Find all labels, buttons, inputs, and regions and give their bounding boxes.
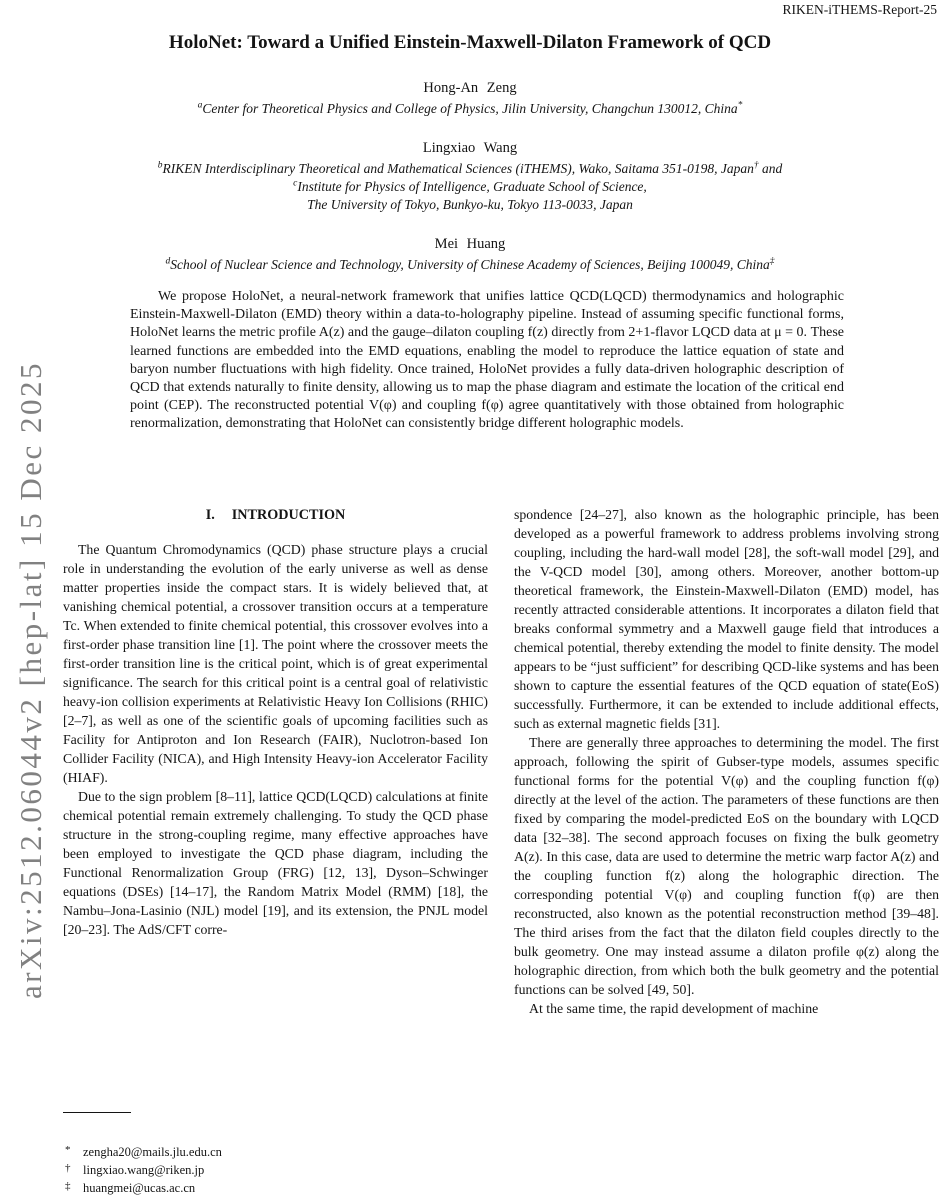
affiliation-line: [60, 256, 880, 274]
author-block: [60, 236, 880, 274]
body-paragraph: At the same time, the rapid development of machine: [529, 1001, 819, 1016]
author-name: Hong-An Zeng: [423, 80, 517, 96]
footnote-ref: ‡: [769, 256, 775, 267]
author-name: Mei Huang: [434, 236, 506, 252]
affiliation-line: [60, 178, 880, 196]
column-right: [514, 505, 939, 1200]
body-paragraph: The Quantum Chromodynamics (QCD) phase structure plays a crucial role in understanding the evolution of the early universe as well as dense matter properties inside the compact stars. It is widely believed that, at vanishing chemical potential, a crossover transition occurs at a temperature Tc. When extended to finite chemical potential, this crossover evolves into a first-order phase transition line [1]. The point where the crossover meets the first-order transition line is the critical point, which is of great experimental significance. The search for this critical point is a central goal of relativistic heavy-ion collision experiments at Relativistic Heavy Ion Collisions (RHIC) [2–7], as well as one of the scientific goals of upcoming facilities such as Facility for Antiproton and Ion Research (FAIR), Nuclotron-based Ion Collider Facility (NICA), and High Intensity Heavy-ion Accelerator Facility (HIAF).: [63, 542, 488, 785]
body-paragraph: Due to the sign problem [8–11], lattice QCD(LQCD) calculations at finite chemical potential remain extremely challenging. To study the QCD phase structure in the strong-coupling regime, many effective approaches have been employed to investigate the QCD phase diagram, including the Functional Renormalization Group (FRG) [12, 13], Dyson–Schwinger equations (DSEs) [14–17], the Random Matrix Model (RMM) [18], the Nambu–Jona-Lasinio (NJL) model [19], and its extension, the PNJL model [20–23]. The AdS/CFT corre-: [63, 789, 488, 937]
footnote-ref: *: [737, 100, 743, 111]
affiliation-line: [60, 100, 880, 118]
affiliation-text: The University of Tokyo, Bunkyo-ku, Tokyo 113-0033, Japan: [307, 197, 633, 212]
report-number: RIKEN-iTHEMS-Report-25: [782, 2, 937, 17]
footnote: [63, 1179, 488, 1197]
footnote-list: [63, 1143, 488, 1197]
footnote: [63, 1143, 488, 1161]
affiliation-text: RIKEN Interdisciplinary Theoretical and Mathematical Sciences (iTHEMS), Wako, Saitama 351-0198, Japan: [162, 161, 754, 176]
author-block: [60, 80, 880, 118]
affiliation-text: School of Nuclear Science and Technology, University of Chinese Academy of Sciences, Beijing 100049, China: [170, 257, 770, 272]
footnote-divider: [63, 1112, 131, 1113]
body-paragraph: spondence [24–27], also known as the holographic principle, has been developed as a powerful framework to address problems involving strong coupling, including the hard-wall model [28], the soft-wall model [29], and the V-QCD model [30], among others. Moreover, another bottom-up theoretical framework, the Einstein-Maxwell-Dilaton (EMD) model, has recently attracted considerable attentions. It incorporates a dilaton field that breaks conformal symmetry and a Maxwell gauge field that introduces a chemical potential, thereby extending the model to finite density. The model appears to be “just sufficient” for describing QCD-like systems and has been shown to capture the essential features of the QCD equation of state(EoS) successfully. Furthermore, it can be extended to include additional effects, such as external magnetic fields [31].: [514, 507, 939, 731]
affiliation-line: [60, 196, 880, 214]
footnote-block: [63, 1112, 488, 1197]
author-name: Lingxiao Wang: [422, 140, 518, 156]
author-block: [60, 140, 880, 214]
arxiv-watermark: arXiv:2512.06044v2 [hep-lat] 15 Dec 2025: [13, 360, 48, 1000]
column-left: [63, 505, 488, 1105]
section-heading: [63, 506, 488, 525]
footnote: [63, 1161, 488, 1179]
section-number: I.: [205, 507, 215, 523]
body-paragraph: There are generally three approaches to determining the model. The first approach, following the spirit of Gubser-type models, assumes specific functional forms for the potential V(φ) and the coupling function f(φ) directly at the level of the action. The parameters of these functions are then fixed by comparing the model-predicted EoS on the boundary with LQCD data [32–38]. The second approach focuses on fixing the bulk geometry A(z). In this case, data are used to determine the metric warp factor A(z) and the coupling function f(z) along the holographic direction. The corresponding potential V(φ) and coupling function f(φ) are then reconstructed, also known as the potential reconstruction method [39–48]. The third arises from the fact that the dilaton field couples directly to the bulk geometry. One may instead assume a dilaton profile φ(z) along the holographic direction, from which both the bulk geometry and the potential functions can be solved [49, 50].: [514, 735, 939, 997]
affiliation-text: Center for Theoretical Physics and College of Physics, Jilin University, Changchun 130012, China: [202, 101, 738, 116]
footnote-marker: ‡: [65, 1180, 71, 1192]
abstract: We propose HoloNet, a neural-network framework that unifies lattice QCD(LQCD) thermodynamics and holographic Einstein-Maxwell-Dilaton (EMD) theory within a data-to-holography pipeline. Instead of assuming specific functional forms, HoloNet learns the metric profile A(z) and the gauge–dilaton coupling f(z) directly from 2+1-flavor LQCD data at μ = 0. These learned functions are embedded into the EMD equations, enabling the model to reproduce the lattice equation of state and baryon number fluctuations with high fidelity. Once trained, HoloNet provides a fully data-driven holographic description of QCD that extends naturally to finite density, allowing us to map the phase diagram and estimate the location of the critical end point (CEP). The reconstructed potential V(φ) and coupling f(φ) agree quantitatively with those obtained from holographic renormalization, demonstrating that HoloNet can consistently bridge different holographic models.: [130, 289, 844, 432]
footnote-ref: †: [753, 160, 759, 171]
footnote-email[interactable]: lingxiao.wang@riken.jp: [83, 1163, 205, 1177]
affiliation-marker: b: [157, 160, 163, 171]
footnote-marker: †: [65, 1162, 71, 1174]
footnote-email[interactable]: huangmei@ucas.ac.cn: [83, 1181, 196, 1195]
affiliation-line: $^b$RIKEN Interdisciplinary Theoretical and Mathematical Sciences (iTHEMS), Wako, Saitama 351-0198, Japan† and: [157, 160, 783, 176]
footnote-marker: *: [65, 1144, 71, 1156]
affiliation-text: Institute for Physics of Intelligence, Graduate School of Science,: [297, 179, 647, 194]
section-title: INTRODUCTION: [231, 507, 346, 523]
paper-title: HoloNet: Toward a Unified Einstein-Maxwell-Dilaton Framework of QCD: [168, 32, 772, 53]
affiliation-marker: c: [293, 178, 298, 189]
affiliation-marker: d: [165, 256, 171, 267]
footnote-email[interactable]: zengha20@mails.jlu.edu.cn: [83, 1145, 222, 1159]
affiliation-marker: a: [197, 100, 203, 111]
